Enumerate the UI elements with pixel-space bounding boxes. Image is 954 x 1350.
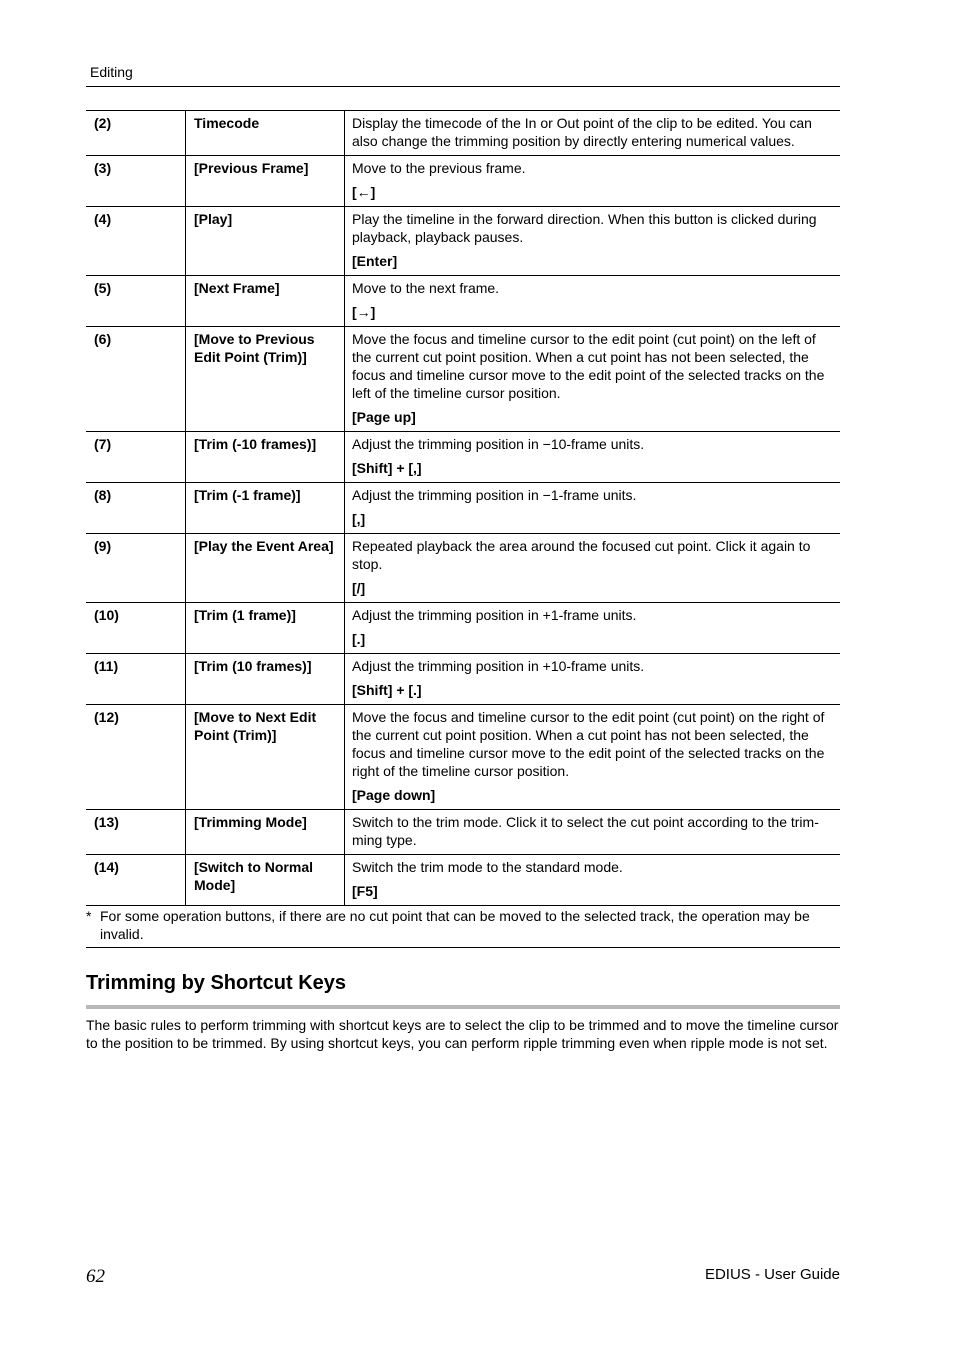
table-row [86, 705, 840, 810]
shortcut-key: [Page up] [352, 409, 416, 425]
button-description-cell [345, 432, 841, 483]
section-title-rule [86, 1005, 840, 1009]
button-description: Repeated playback the area around the focused cut point. Click it again to stop. [352, 538, 811, 572]
button-name: [Move to Previous Edit Point (Trim)] [186, 327, 345, 432]
button-description-cell [345, 156, 841, 207]
operation-buttons-table [86, 110, 840, 906]
table-row [86, 534, 840, 603]
button-description-cell [345, 534, 841, 603]
button-name: [Move to Next Edit Point (Trim)] [186, 705, 345, 810]
button-description: Adjust the trimming position in −10-frame units. [352, 436, 645, 452]
section-title: Trimming by Shortcut Keys [86, 972, 347, 994]
button-description: Move the focus and timeline cursor to the edit point (cut point) on the left of the current cut point position. When a cut point has not been selected, the focus and timeline cursor move to the edit point of the selected tracks on the left of the timeline cursor position. [352, 331, 825, 401]
row-number: (14) [86, 855, 186, 906]
table-row [86, 654, 840, 705]
shortcut-key: [Page down] [352, 787, 436, 803]
table-row [86, 432, 840, 483]
header-rule [86, 86, 840, 87]
running-header: Editing [90, 64, 133, 80]
footnote-mark: * [86, 908, 92, 924]
button-name: [Trim (-1 frame)] [186, 483, 345, 534]
footnote-rule [86, 947, 840, 948]
button-description-cell [345, 207, 841, 276]
row-number: (12) [86, 705, 186, 810]
shortcut-key: [,] [352, 511, 366, 527]
shortcut-key: [→] [352, 304, 376, 320]
button-name: [Previous Frame] [186, 156, 345, 207]
shortcut-key: [.] [352, 631, 366, 647]
row-number: (9) [86, 534, 186, 603]
table-row [86, 603, 840, 654]
button-description-cell [345, 483, 841, 534]
button-description: Switch to the trim mode. Click it to select the cut point according to the trim-ming type. [352, 814, 819, 848]
row-number: (5) [86, 276, 186, 327]
row-number: (13) [86, 810, 186, 855]
shortcut-key: [←] [352, 184, 376, 200]
shortcut-key: [Enter] [352, 253, 398, 269]
button-description: Adjust the trimming position in −1-frame units. [352, 487, 637, 503]
button-name: [Trimming Mode] [186, 810, 345, 855]
button-description-cell [345, 276, 841, 327]
shortcut-key: [Shift] + [.] [352, 682, 422, 698]
button-description-cell [345, 327, 841, 432]
row-number: (7) [86, 432, 186, 483]
button-name: [Trim (-10 frames)] [186, 432, 345, 483]
button-name: [Switch to Normal Mode] [186, 855, 345, 906]
row-number: (11) [86, 654, 186, 705]
row-number: (10) [86, 603, 186, 654]
shortcut-key: [/] [352, 580, 366, 596]
button-description: Play the timeline in the forward direction. When this button is clicked during playback, playback pauses. [352, 211, 817, 245]
table-row [86, 483, 840, 534]
shortcut-key: [Shift] + [,] [352, 460, 422, 476]
table-row [86, 810, 840, 855]
footnote [86, 907, 840, 943]
page-number: 62 [86, 1266, 105, 1287]
table-row [86, 156, 840, 207]
button-name: [Next Frame] [186, 276, 345, 327]
table-row [86, 855, 840, 906]
table-row [86, 207, 840, 276]
button-description: Display the timecode of the In or Out point of the clip to be edited. You can also change the trimming position by directly entering numerical values. [352, 115, 812, 149]
button-name: [Play the Event Area] [186, 534, 345, 603]
shortcut-key: [F5] [352, 883, 378, 899]
table-row [86, 276, 840, 327]
table-row [86, 111, 840, 156]
button-name: [Trim (1 frame)] [186, 603, 345, 654]
row-number: (4) [86, 207, 186, 276]
button-description: Adjust the trimming position in +10-frame units. [352, 658, 645, 674]
button-name: [Play] [186, 207, 345, 276]
button-description-cell [345, 111, 841, 156]
button-description-cell [345, 603, 841, 654]
row-number: (3) [86, 156, 186, 207]
row-number: (2) [86, 111, 186, 156]
footnote-text: For some operation buttons, if there are no cut point that can be moved to the selected track, the operation may be invalid. [100, 908, 810, 942]
row-number: (8) [86, 483, 186, 534]
button-description: Adjust the trimming position in +1-frame units. [352, 607, 637, 623]
guide-title: EDIUS - User Guide [704, 1266, 840, 1283]
section-body: The basic rules to perform trimming with shortcut keys are to select the clip to be trimmed and to move the timeline cursor to the position to be trimmed. By using shortcut keys, you can perform ripple trimming even when ripple mode is not set. [86, 1017, 839, 1051]
row-number: (6) [86, 327, 186, 432]
button-description: Switch the trim mode to the standard mode. [352, 859, 623, 875]
button-name: Timecode [186, 111, 345, 156]
button-name: [Trim (10 frames)] [186, 654, 345, 705]
button-description: Move to the next frame. [352, 280, 500, 296]
button-description: Move the focus and timeline cursor to the edit point (cut point) on the right of the current cut point position. When a cut point has not been selected, the focus and timeline cursor move to the edit point of the selected tracks on the right of the timeline cursor position. [352, 709, 825, 779]
button-description: Move to the previous frame. [352, 160, 526, 176]
table-row [86, 327, 840, 432]
button-description-cell [345, 855, 841, 906]
button-description-cell [345, 654, 841, 705]
button-description-cell [345, 705, 841, 810]
button-description-cell [345, 810, 841, 855]
